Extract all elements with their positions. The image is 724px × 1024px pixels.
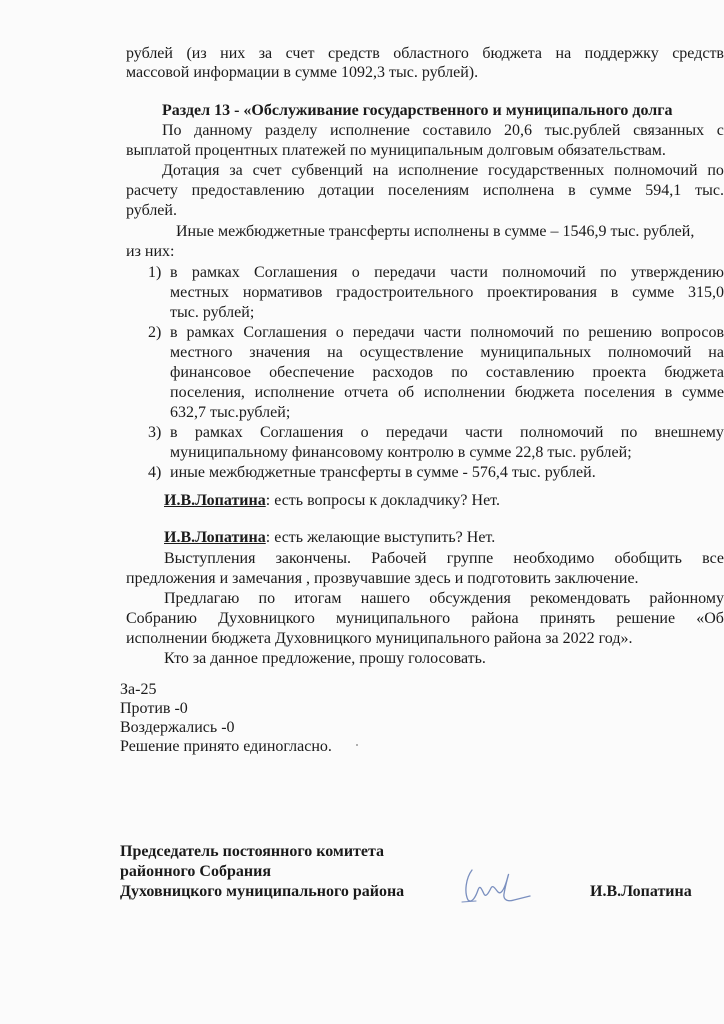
word: данному bbox=[194, 122, 253, 139]
word: них bbox=[220, 45, 246, 62]
word: бюджета bbox=[664, 364, 724, 381]
word: дотации bbox=[318, 182, 375, 199]
word: Рабочей bbox=[371, 550, 427, 567]
word: обеспечение bbox=[269, 364, 355, 381]
word: части bbox=[450, 264, 488, 281]
word: поддержку bbox=[584, 45, 659, 62]
list-item-line bbox=[170, 343, 724, 363]
word: в bbox=[170, 324, 178, 341]
word: передачи bbox=[374, 264, 436, 281]
word: По bbox=[162, 122, 182, 139]
word: местных bbox=[170, 284, 230, 301]
text-line: массовой информации в сумме 1092,3 тыс. рублей). bbox=[126, 64, 479, 81]
word: полномочий bbox=[614, 162, 698, 179]
word: 594,1 bbox=[645, 182, 682, 199]
word: значения bbox=[249, 344, 311, 361]
speaker-text: : есть вопросы к докладчику? Нет. bbox=[265, 492, 500, 509]
word: на bbox=[555, 45, 572, 62]
word: об bbox=[398, 384, 415, 401]
list-item-line: иные межбюджетные трансферты в сумме - 576,4 тыс. рублей. bbox=[170, 464, 596, 481]
word: по bbox=[707, 162, 724, 179]
word: рамках bbox=[194, 424, 243, 441]
speaker-line bbox=[164, 491, 500, 511]
word: все bbox=[702, 550, 724, 567]
text-line bbox=[126, 181, 724, 201]
speaker-name: И.В.Лопатина bbox=[164, 529, 266, 546]
speaker-line bbox=[164, 528, 495, 548]
word: исполнение bbox=[254, 384, 335, 401]
list-item-line bbox=[170, 263, 724, 283]
word: рекомендовать bbox=[530, 590, 631, 607]
vote-against: Против -0 bbox=[120, 700, 188, 717]
vote-for: За-25 bbox=[120, 681, 157, 698]
text-line bbox=[126, 44, 724, 64]
word: полномочий bbox=[502, 264, 586, 281]
text-line: Иные межбюджетные трансферты исполнены в сумме – 1546,9 тыс. рублей, bbox=[176, 223, 695, 240]
word: части bbox=[464, 424, 503, 441]
list-item-line bbox=[170, 383, 724, 403]
word: по bbox=[258, 590, 276, 607]
word: в bbox=[610, 284, 619, 301]
word: полномочий bbox=[607, 344, 692, 361]
list-item-line bbox=[170, 363, 724, 383]
list-item-line bbox=[170, 323, 724, 343]
scan-speck bbox=[356, 744, 358, 746]
list-number: 4) bbox=[148, 464, 162, 481]
word: внешнему bbox=[654, 424, 724, 441]
word: исполнении bbox=[423, 384, 506, 401]
word: бюджета bbox=[514, 384, 575, 401]
word: в bbox=[664, 384, 673, 401]
word: проектирования bbox=[487, 284, 598, 301]
word: итогам bbox=[294, 590, 342, 607]
word: бюджета bbox=[482, 45, 543, 62]
word: обобщить bbox=[614, 550, 682, 567]
word: поселения bbox=[584, 384, 656, 401]
word: в bbox=[170, 424, 178, 441]
word: исполнение bbox=[398, 162, 479, 179]
text-line bbox=[126, 609, 724, 629]
word: средств bbox=[672, 45, 724, 62]
list-item-line: 632,7 тыс.рублей; bbox=[170, 404, 291, 421]
word: за bbox=[229, 162, 243, 179]
word: Дотация bbox=[162, 162, 220, 179]
text-line bbox=[162, 121, 724, 141]
word: с bbox=[716, 122, 724, 139]
word: о bbox=[360, 424, 369, 441]
word: местного bbox=[170, 344, 233, 361]
word: передачи bbox=[385, 424, 448, 441]
word: района bbox=[471, 610, 519, 627]
vote-result: Решение принято единогласно. bbox=[120, 738, 332, 755]
list-number: 1) bbox=[148, 264, 162, 281]
text-line: выплатой процентных платежей по муниципальным долговым обязательствам. bbox=[126, 142, 666, 159]
speaker-name: И.В.Лопатина bbox=[164, 492, 266, 509]
word: нашего bbox=[360, 590, 410, 607]
word: поселения, bbox=[170, 384, 245, 401]
word: решение bbox=[616, 610, 676, 627]
word: расходов bbox=[372, 364, 434, 381]
word: полномочий bbox=[470, 324, 554, 341]
section-heading: Раздел 13 - «Обслуживание государственного и муниципального долга bbox=[162, 102, 673, 119]
word: Соглашения bbox=[243, 324, 327, 341]
word: о bbox=[351, 264, 360, 281]
word: средств bbox=[328, 45, 380, 62]
word: Соглашения bbox=[254, 264, 338, 281]
word: осуществление bbox=[359, 344, 464, 361]
word: Собранию bbox=[126, 610, 197, 627]
word: принять bbox=[539, 610, 596, 627]
list-item-line bbox=[170, 283, 724, 303]
word: составлению bbox=[485, 364, 575, 381]
word: группе bbox=[446, 550, 494, 567]
text-line bbox=[164, 549, 724, 569]
list-item-line bbox=[170, 423, 724, 443]
word: Предлагаю bbox=[164, 590, 240, 607]
word: 20,6 bbox=[504, 122, 533, 139]
word: предоставлению bbox=[191, 182, 305, 199]
text-line bbox=[164, 589, 724, 609]
word: отчета bbox=[344, 384, 389, 401]
list-item-line: тыс. рублей; bbox=[170, 304, 255, 321]
word: рублей bbox=[126, 45, 173, 62]
signature-title-line: Председатель постоянного комитета bbox=[120, 843, 385, 860]
word: тыс.рублей bbox=[544, 122, 621, 139]
text-line: исполнении бюджета Духовницкого муниципального района за 2022 год». bbox=[126, 630, 633, 647]
word: проекта bbox=[592, 364, 647, 381]
word: по bbox=[600, 264, 617, 281]
word: на bbox=[372, 162, 389, 179]
word: передачи bbox=[352, 324, 415, 341]
word: решению bbox=[588, 324, 652, 341]
word: областного bbox=[393, 45, 469, 62]
signatory-name: И.В.Лопатина bbox=[590, 883, 692, 900]
word: составило bbox=[422, 122, 492, 139]
handwritten-signature bbox=[456, 862, 536, 908]
word: исполнение bbox=[329, 122, 410, 139]
word: обсуждения bbox=[429, 590, 511, 607]
list-number: 2) bbox=[148, 324, 162, 341]
word: вопросов bbox=[660, 324, 724, 341]
word: тыс. bbox=[695, 182, 724, 199]
word: градостроительного bbox=[336, 284, 474, 301]
word: по bbox=[620, 424, 638, 441]
word: сумме bbox=[632, 284, 675, 301]
signature-title-line: Духовницкого муниципального района bbox=[120, 883, 405, 900]
word: сумме bbox=[681, 384, 724, 401]
word: полномочий bbox=[520, 424, 604, 441]
word: необходимо bbox=[513, 550, 595, 567]
text-line: Кто за данное предложение, прошу голосовать. bbox=[164, 650, 486, 667]
word: муниципального bbox=[335, 610, 451, 627]
word: в bbox=[170, 264, 178, 281]
word: поселениям bbox=[388, 182, 470, 199]
word: по bbox=[562, 324, 580, 341]
word: рамках bbox=[191, 264, 240, 281]
word: «Об bbox=[696, 610, 724, 627]
word: части bbox=[423, 324, 462, 341]
word: связанных bbox=[633, 122, 705, 139]
text-line: рублей. bbox=[126, 202, 177, 219]
word: за bbox=[258, 45, 273, 62]
word: утверждению bbox=[630, 264, 724, 281]
word: на bbox=[327, 344, 343, 361]
word: муниципальных bbox=[480, 344, 592, 361]
text-line: предложения и замечания , прозвучавшие здесь и подготовить заключение. bbox=[126, 570, 639, 587]
word: государственных bbox=[488, 162, 605, 179]
word: о bbox=[335, 324, 344, 341]
word: Духовницкого bbox=[218, 610, 315, 627]
signature-title-line: районного Собрания bbox=[120, 863, 271, 880]
word: расчету bbox=[126, 182, 178, 199]
word: Соглашения bbox=[259, 424, 344, 441]
word: нормативов bbox=[242, 284, 323, 301]
word: Выступления bbox=[164, 550, 256, 567]
vote-abstained: Воздержались -0 bbox=[120, 719, 235, 736]
word: в bbox=[568, 182, 576, 199]
word: разделу bbox=[264, 122, 318, 139]
word: 315,0 bbox=[687, 284, 724, 301]
list-item-line: муниципальному финансовому контролю в сумме 22,8 тыс. рублей; bbox=[170, 444, 632, 461]
word: финансовое bbox=[170, 364, 251, 381]
word: рамках bbox=[186, 324, 235, 341]
word: счет bbox=[285, 45, 315, 62]
word: (из bbox=[186, 45, 207, 62]
word: субвенций bbox=[291, 162, 363, 179]
word: сумме bbox=[589, 182, 632, 199]
list-number: 3) bbox=[148, 424, 162, 441]
text-line bbox=[162, 161, 724, 181]
text-line: из них: bbox=[126, 243, 175, 260]
word: районному bbox=[649, 590, 724, 607]
word: счет bbox=[252, 162, 282, 179]
word: на bbox=[708, 344, 724, 361]
word: закончены. bbox=[275, 550, 351, 567]
word: исполнена bbox=[482, 182, 555, 199]
word: по bbox=[451, 364, 468, 381]
speaker-text: : есть желающие выступить? Нет. bbox=[265, 529, 496, 546]
